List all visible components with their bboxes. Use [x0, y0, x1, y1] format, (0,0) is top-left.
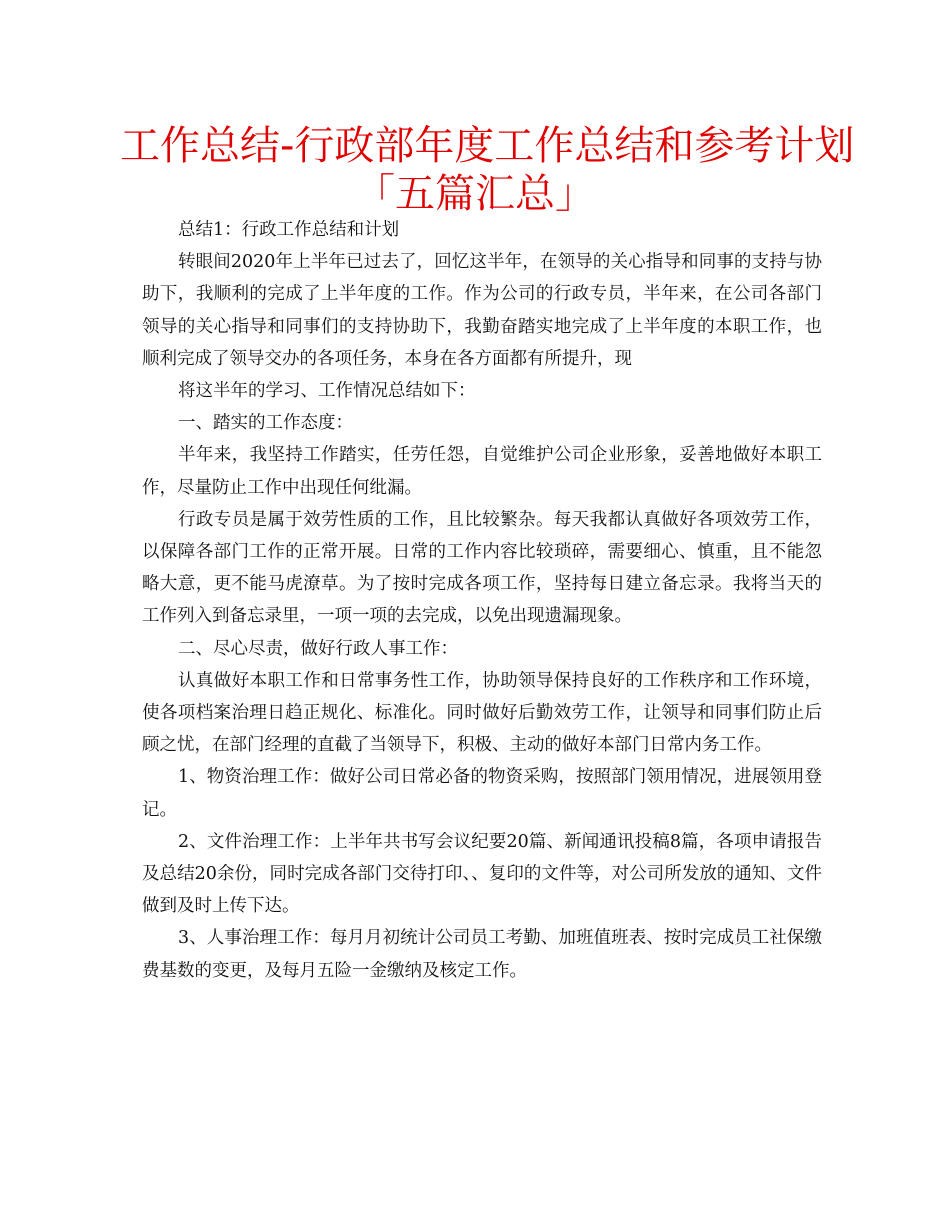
section-heading: 二、尽心尽责，做好行政人事工作：: [178, 638, 458, 659]
document-title-line1: 工作总结-行政部年度工作总结和参考计划: [120, 123, 855, 169]
section-heading: 总结1：行政工作总结和计划: [178, 220, 400, 240]
paragraph: 认真做好本职工作和日常事务性工作，协助领导保持良好的工作秩序和工作环境，使各项档案治理日趋正规化、标准化。同时做好后勤效劳工作，让领导和同事们防止后顾之忧，在部门经理的直截了当领导下，积极、主动的做好本部门日常内务工作。: [142, 670, 822, 756]
paragraph: 半年来，我坚持工作踏实，任劳任怨，自觉维护公司企业形象，妥善地做好本职工作，尽量防止工作中出现任何纰漏。: [142, 445, 822, 498]
paragraph: 将这半年的学习、工作情况总结如下：: [178, 381, 476, 402]
document-title-line2: 「五篇汇总」: [355, 171, 595, 217]
paragraph: 行政专员是属于效劳性质的工作，且比较繁杂。每天我都认真做好各项效劳工作，以保障各部门工作的正常开展。日常的工作内容比较琐碎，需要细心、慎重，且不能忽略大意，更不能马虎潦草。为了按时完成各项工作，坚持每日建立备忘录。我将当天的工作列入到备忘录里，一项一项的去完成，以免出现遗漏现象。: [142, 509, 822, 627]
list-item: 2、文件治理工作：上半年共书写会议纪要20篇、新闻通讯投稿8篇，各项申请报告及总结20余份，同时完成各部门交待打印、、复印的文件等，对公司所发放的通知、文件做到及时上传下达。: [142, 831, 822, 917]
section-heading: 一、踏实的工作态度：: [178, 413, 353, 434]
paragraph: 转眼间2020年上半年已过去了，回忆这半年，在领导的关心指导和同事的支持与协助下，我顺利的完成了上半年度的工作。作为公司的行政专员，半年来，在公司各部门领导的关心指导和同事们的支持协助下，我勤奋踏实地完成了上半年度的本职工作，也顺利完成了领导交办的各项任务，本身在各方面都有所提升，现: [142, 252, 822, 369]
document-body: [142, 214, 822, 987]
list-item: 3、人事治理工作：每月月初统计公司员工考勤、加班值班表、按时完成员工社保缴费基数的变更，及每月五险一金缴纳及核定工作。: [142, 928, 822, 981]
list-item: 1、物资治理工作：做好公司日常必备的物资采购，按照部门领用情况，进展领用登记。: [142, 767, 822, 820]
